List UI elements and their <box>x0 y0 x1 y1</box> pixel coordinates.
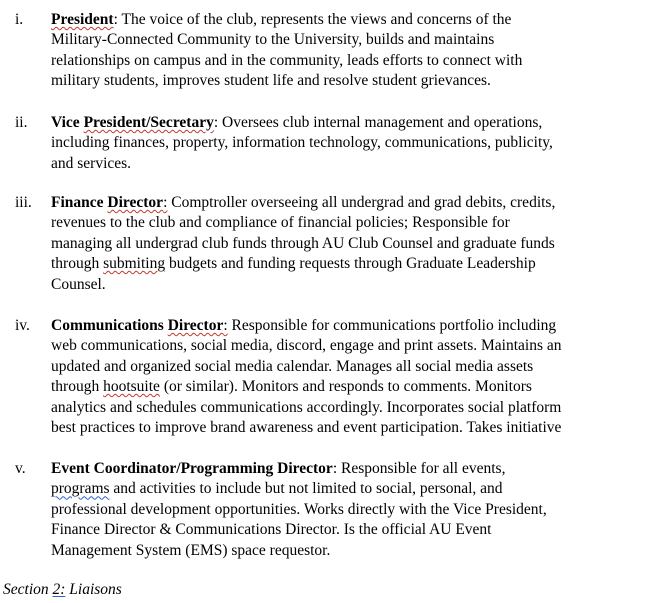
text-run: through <box>51 255 104 273</box>
text-line: relationships on campus and in the community, leads efforts to connect with <box>51 51 523 69</box>
text-line: military students, improves student life and resolve student grievances. <box>51 72 491 90</box>
text-line: including finances, property, information technology, communications, publicity, <box>51 134 553 152</box>
section-number: 2: <box>52 581 66 598</box>
text-line <box>51 459 647 479</box>
text-line: professional development opportunities. Works directly with the Vice President, <box>51 500 547 518</box>
text-line <box>51 193 647 213</box>
text-line: and services. <box>51 154 132 172</box>
role-title: President/Secretary <box>83 114 214 131</box>
text-run: through <box>51 378 104 396</box>
list-item-text <box>51 193 647 295</box>
text-line: managing all undergrad club funds through AU Club Counsel and graduate funds <box>51 234 555 252</box>
list-numeral: ii. <box>15 114 28 131</box>
role-description: Comptroller overseeing all undergrad and grad debits, credits, <box>167 194 556 211</box>
role-title-prefix: Vice <box>51 114 84 131</box>
role-title: Director <box>167 317 224 334</box>
text-line <box>51 10 647 30</box>
list-numeral: i. <box>15 11 24 28</box>
flagged-word: programs <box>51 480 110 498</box>
section-title: Liaisons <box>65 581 122 598</box>
misspelled-word: hootsuite <box>103 378 160 396</box>
text-line: revenues to the club and compliance of financial policies; Responsible for <box>51 214 510 232</box>
text-line: Counsel. <box>51 275 106 293</box>
text-line: Finance Director & Communications Director. Is the official AU Event <box>51 521 492 539</box>
text-run: (or similar). Monitors and responds to comments. Monitors <box>159 378 532 396</box>
role-title: Director <box>107 194 164 211</box>
role-description: : Oversees club internal management and operations, <box>213 114 543 131</box>
text-line: updated and organized social media calendar. Manages all social media assets <box>51 357 534 375</box>
section-heading <box>3 580 122 600</box>
list-item-text <box>51 113 647 174</box>
role-title: Event Coordinator/Programming Director <box>51 460 333 477</box>
text-line: Military-Connected Community to the University, builds and maintains <box>51 31 495 49</box>
misspelled-word: submiting <box>103 255 166 273</box>
text-line: analytics and schedules communications accordingly. Incorporates social platform <box>51 398 562 416</box>
text-run: budgets and funding requests through Graduate Leadership <box>165 255 536 273</box>
section-prefix: Section <box>3 581 53 598</box>
role-title-prefix: Finance <box>51 194 108 211</box>
list-numeral: iv. <box>15 317 30 334</box>
role-title: President <box>51 11 114 28</box>
text-line: Management System (EMS) space requestor. <box>51 541 331 559</box>
text-line: web communications, social media, discord, engage and print assets. Maintains an <box>51 337 562 355</box>
text-line <box>51 479 647 499</box>
role-description: Responsible for communications portfolio including <box>227 317 557 334</box>
text-line <box>51 316 647 336</box>
role-colon: : <box>163 194 168 211</box>
list-numeral: v. <box>15 460 26 477</box>
role-title-prefix: Communications <box>51 317 168 334</box>
list-numeral: iii. <box>15 194 32 211</box>
text-line: best practices to improve brand awareness and event participation. Takes initiative <box>51 419 562 437</box>
list-item-text <box>51 10 647 92</box>
text-run: and activities to include but not limited to social, personal, and <box>109 480 503 498</box>
list-item-text <box>51 316 647 438</box>
role-description: : The voice of the club, represents the views and concerns of the <box>113 11 512 28</box>
text-line <box>51 113 647 133</box>
role-description: : Responsible for all events, <box>332 460 506 477</box>
text-line <box>51 254 647 274</box>
role-colon: : <box>223 317 228 334</box>
list-item-text <box>51 459 647 561</box>
text-line <box>51 377 647 397</box>
